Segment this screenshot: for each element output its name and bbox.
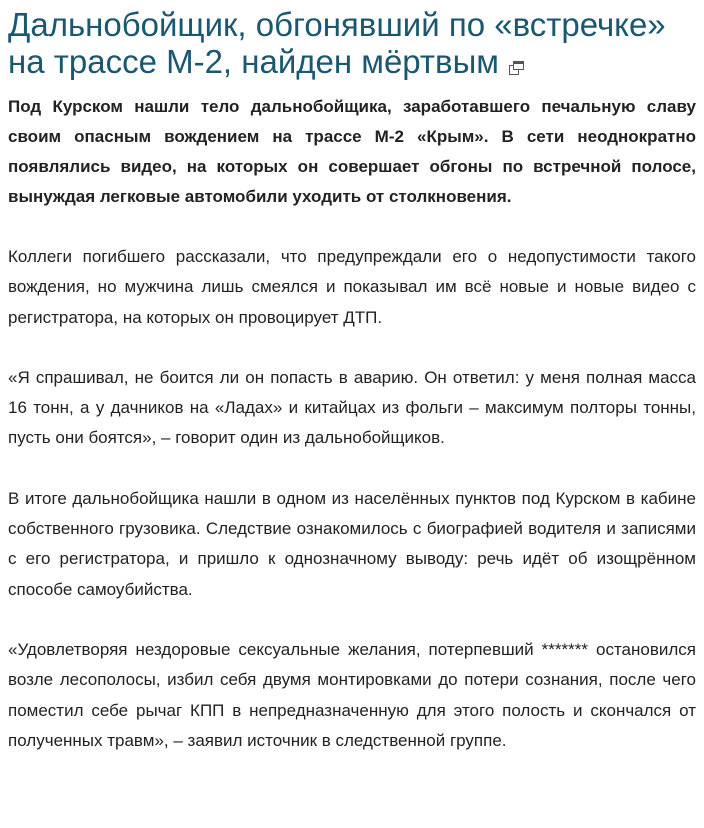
- article-paragraph: Коллеги погибшего рассказали, что предупреждали его о недопустимости такого вождения, но мужчина лишь смеялся и показывал им всё новые и новые видео с регистратора, на которых он провоцирует ДТП.: [8, 247, 696, 327]
- article-paragraph: «Удовлетворяя нездоровые сексуальные желания, потерпевший ******* остановился возле лесополосы, избил себя двумя монтировками до потери сознания, после чего поместил себе рычаг КПП в непредназначенную для этого полость и скончался от полученных травм», – заявил источник в следственной группе.: [8, 639, 696, 750]
- article-lead: Под Курском нашли тело дальнобойщика, заработавшего печальную славу своим опасным вождением на трассе М-2 «Крым». В сети неоднократно появлялись видео, на которых он совершает обгоны по встречной полосе, вынуждая легковые автомобили уходить от столкновения.: [8, 97, 696, 206]
- article-paragraph: В итоге дальнобойщика нашли в одном из населённых пунктов под Курском в кабине собственного грузовика. Следствие ознакомилось с биографией водителя и записями с его регистратора, и пришло к однозначному выводу: речь идёт об изощрённом способе самоубийства.: [8, 488, 696, 599]
- article-paragraph: «Я спрашивал, не боится ли он попасть в аварию. Он ответил: у меня полная масса 16 тонн, а у дачников на «Ладах» и китайцах из фольги – максимум полторы тонны, пусть они боятся», – говорит один из дальнобойщиков.: [8, 367, 696, 448]
- article-title-text: Дальнобойщик, обгонявший по «встречке» на трассе М-2, найден мёртвым: [8, 6, 666, 80]
- article-title: [8, 6, 696, 82]
- external-link-icon[interactable]: [509, 45, 524, 82]
